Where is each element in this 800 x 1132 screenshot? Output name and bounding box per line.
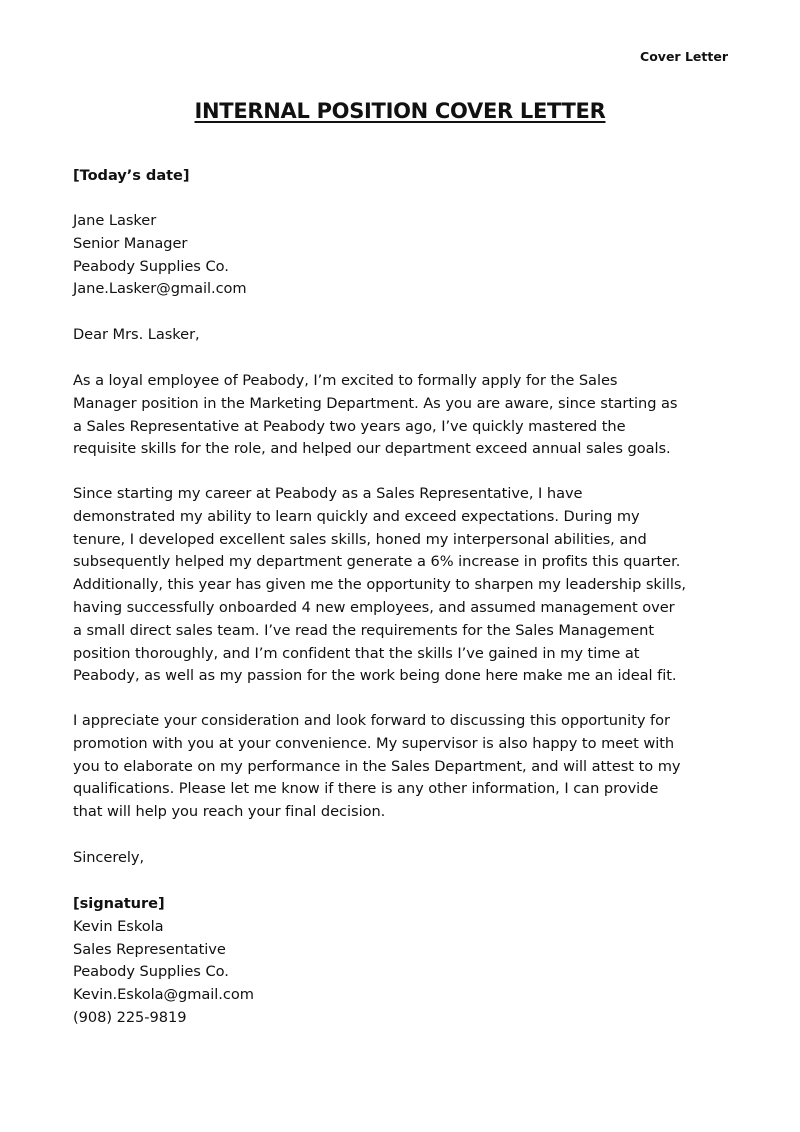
salutation-text: Dear Mrs. Lasker, bbox=[73, 326, 200, 343]
paragraph-line: promotion with you at your convenience. My supervisor is also happy to meet with bbox=[73, 734, 675, 752]
recipient-email: Jane.Lasker@gmail.com bbox=[73, 280, 247, 298]
recipient-address bbox=[73, 210, 735, 301]
paragraph-2 bbox=[73, 483, 735, 688]
salutation bbox=[73, 324, 735, 347]
paragraph-line: Manager position in the Marketing Department. As you are aware, since starting as bbox=[73, 394, 678, 412]
paragraph-line: tenure, I developed excellent sales skills, honed my interpersonal abilities, and bbox=[73, 530, 647, 548]
paragraph-line: a Sales Representative at Peabody two years ago, I’ve quickly mastered the bbox=[73, 417, 626, 435]
signature-placeholder: [signature] bbox=[73, 895, 165, 912]
paragraph-line: having successfully onboarded 4 new employees, and assumed management over bbox=[73, 598, 675, 616]
sender-email: Kevin.Eskola@gmail.com bbox=[73, 986, 254, 1004]
paragraph-line: Additionally, this year has given me the opportunity to sharpen my leadership skills, bbox=[73, 576, 686, 594]
paragraph-line: you to elaborate on my performance in the Sales Department, and will attest to my bbox=[73, 757, 681, 775]
paragraph-line: requisite skills for the role, and helped our department exceed annual sales goals. bbox=[73, 440, 671, 458]
sender-company: Peabody Supplies Co. bbox=[73, 963, 229, 981]
date-text: [Today’s date] bbox=[73, 167, 190, 184]
date-placeholder bbox=[73, 165, 735, 188]
paragraph-line: demonstrated my ability to learn quickly and exceed expectations. During my bbox=[73, 507, 640, 525]
closing bbox=[73, 847, 735, 870]
paragraph-line: As a loyal employee of Peabody, I’m excited to formally apply for the Sales bbox=[73, 372, 618, 389]
sender-signature-block bbox=[73, 893, 735, 1030]
paragraph-line: Peabody, as well as my passion for the work being done here make me an ideal fit. bbox=[73, 667, 677, 685]
sender-name: Kevin Eskola bbox=[73, 917, 164, 935]
closing-text: Sincerely, bbox=[73, 849, 145, 866]
paragraph-line: that will help you reach your final decision. bbox=[73, 803, 386, 821]
recipient-job-title: Senior Manager bbox=[73, 234, 188, 252]
recipient-company: Peabody Supplies Co. bbox=[73, 257, 229, 275]
document-title: INTERNAL POSITION COVER LETTER bbox=[194, 99, 606, 123]
paragraph-3 bbox=[73, 710, 735, 824]
paragraph-line: position thoroughly, and I’m confident that the skills I’ve gained in my time at bbox=[73, 644, 640, 662]
paragraph-1 bbox=[73, 370, 735, 461]
recipient-name: Jane Lasker bbox=[73, 212, 157, 229]
paragraph-line: Since starting my career at Peabody as a Sales Representative, I have bbox=[73, 485, 583, 502]
paragraph-line: subsequently helped my department generate a 6% increase in profits this quarter. bbox=[73, 553, 681, 571]
paragraph-line: I appreciate your consideration and look forward to discussing this opportunity for bbox=[73, 712, 670, 729]
header-label: Cover Letter bbox=[640, 49, 728, 64]
sender-job-title: Sales Representative bbox=[73, 940, 226, 958]
sender-phone: (908) 225-9819 bbox=[73, 1008, 187, 1026]
paragraph-line: qualifications. Please let me know if there is any other information, I can provide bbox=[73, 780, 659, 798]
paragraph-line: a small direct sales team. I’ve read the requirements for the Sales Management bbox=[73, 621, 655, 639]
